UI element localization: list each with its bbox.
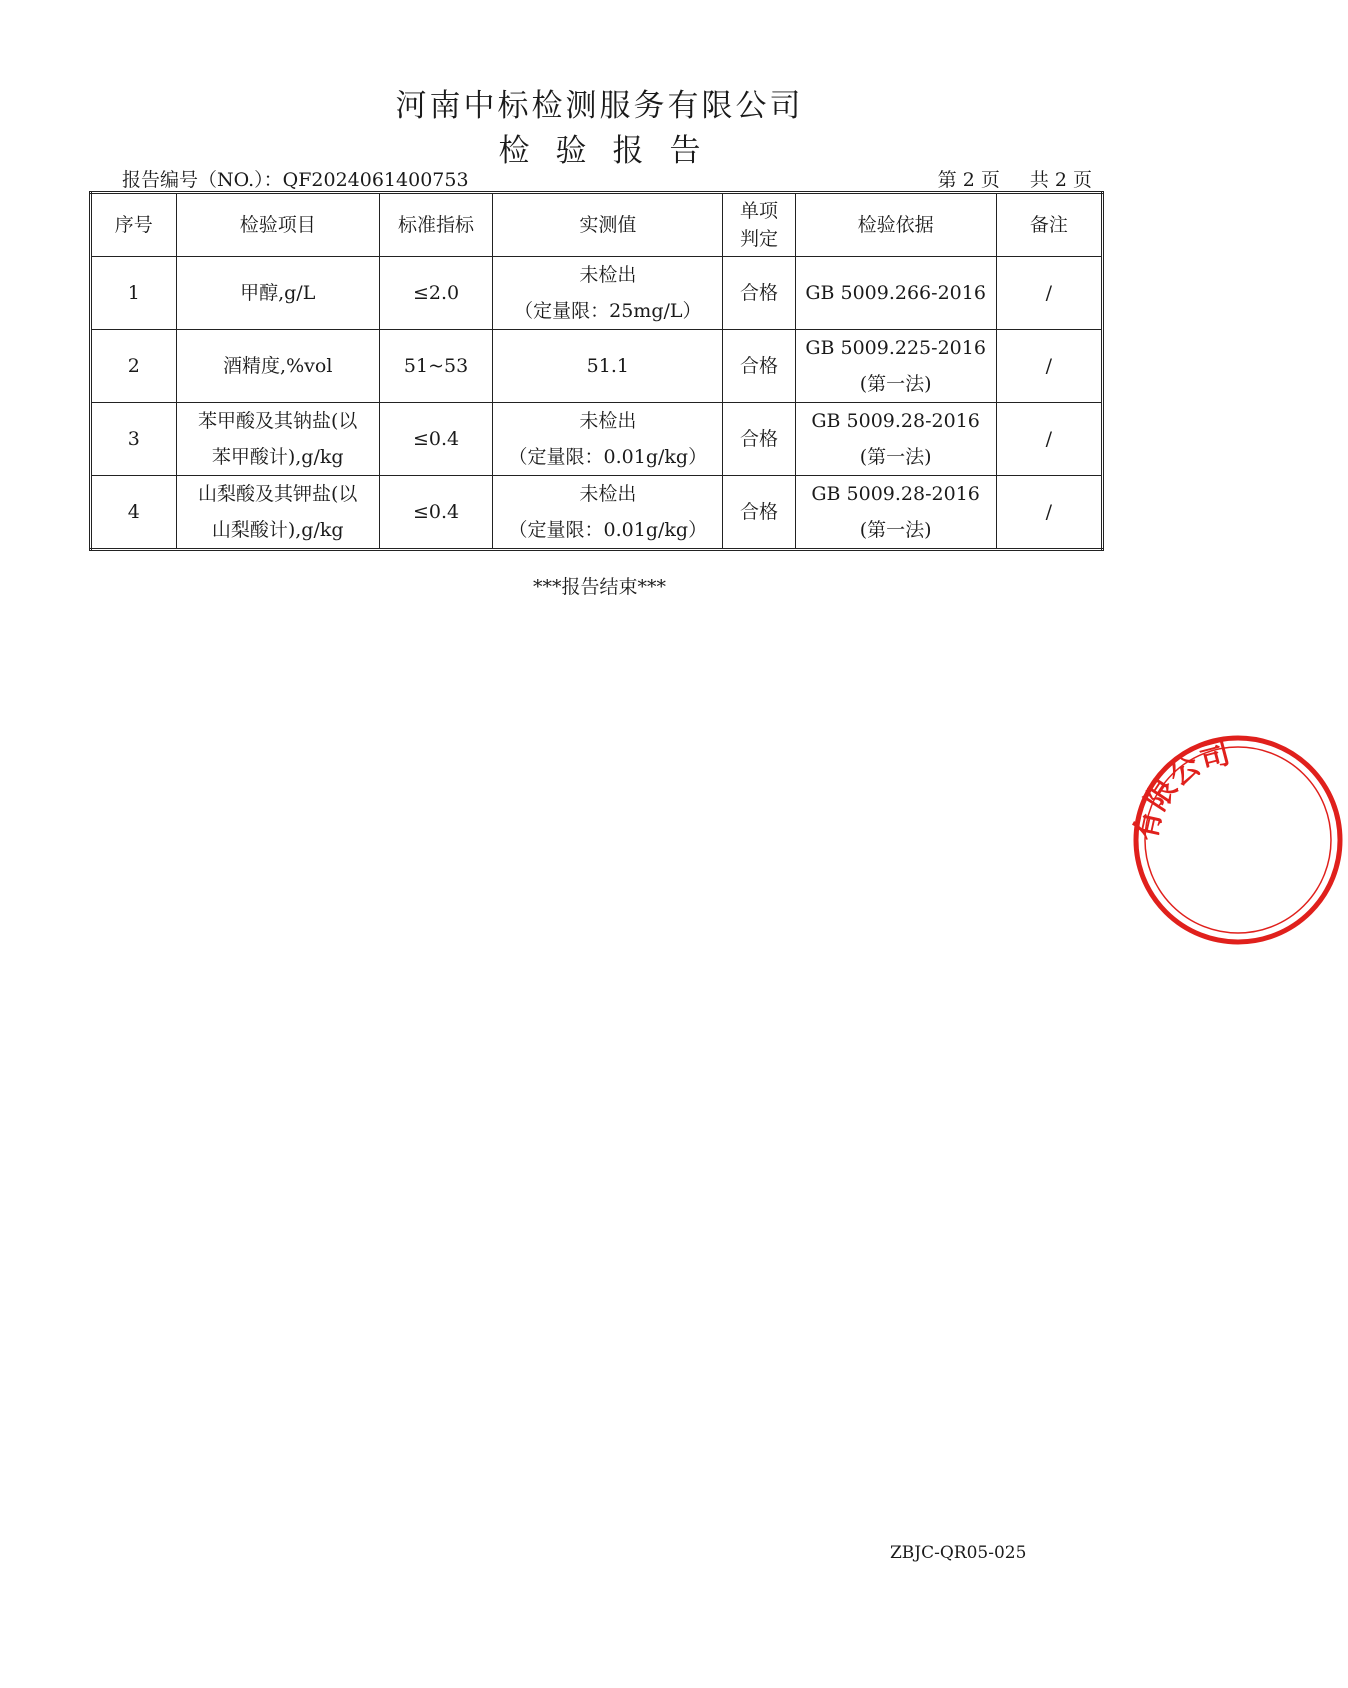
- page-indicator: [908, 165, 1092, 192]
- cell-line: 51.1: [586, 355, 629, 377]
- table-header-cell: [379, 193, 492, 257]
- cell-line: 苯甲酸及其钠盐(以: [198, 410, 358, 432]
- cell-remark: [996, 257, 1102, 330]
- table-header-cell: [795, 193, 996, 257]
- page-number: 第 2 页: [937, 169, 1000, 191]
- cell-item: [176, 403, 379, 476]
- cell-value: 合格: [739, 282, 778, 304]
- cell-no: [91, 403, 177, 476]
- cell-line: 未检出: [579, 410, 637, 432]
- cell-basis: [795, 330, 996, 403]
- cell-value: 51~53: [403, 355, 469, 377]
- cell-value: /: [1045, 501, 1053, 523]
- cell-no: [91, 330, 177, 403]
- page-total: 共 2 页: [1029, 169, 1092, 191]
- header-label: 序号: [114, 214, 153, 236]
- cell-line: GB 5009.28-2016: [811, 410, 980, 432]
- cell-value: /: [1045, 282, 1053, 304]
- cell-measured: [493, 476, 723, 550]
- cell-measured: [493, 330, 723, 403]
- cell-remark: [996, 403, 1102, 476]
- cell-line: GB 5009.225-2016: [805, 337, 986, 359]
- cell-line: GB 5009.266-2016: [805, 282, 986, 304]
- report-number-label: 报告编号（NO.）：: [122, 169, 283, 191]
- cell-line: 苯甲酸计),g/kg: [211, 446, 344, 468]
- table-header-cell: [723, 193, 795, 257]
- cell-value: 4: [127, 501, 140, 523]
- title-char: 报: [612, 133, 644, 169]
- title-char: 验: [555, 133, 587, 169]
- cell-line: （定量限：0.01g/kg）: [508, 446, 708, 468]
- cell-remark: [996, 330, 1102, 403]
- cell-line: (第一法): [859, 446, 932, 468]
- header-label: 检验依据: [857, 214, 934, 236]
- cell-item: [176, 257, 379, 330]
- cell-line: 山梨酸计),g/kg: [211, 519, 344, 541]
- cell-line: GB 5009.28-2016: [811, 483, 980, 505]
- header-label: 标准指标: [398, 214, 475, 236]
- cell-verdict: [723, 403, 795, 476]
- cell-remark: [996, 476, 1102, 550]
- report-number-value: QF2024061400753: [282, 169, 469, 191]
- cell-line: 未检出: [579, 264, 637, 286]
- cell-line: （定量限：25mg/L）: [514, 300, 702, 322]
- cell-value: /: [1045, 428, 1053, 450]
- report-end-note: ***报告结束***: [532, 576, 666, 598]
- svg-text:有限公司: [1128, 736, 1234, 844]
- cell-line: 未检出: [579, 483, 637, 505]
- cell-no: [91, 257, 177, 330]
- cell-value: 合格: [739, 355, 778, 377]
- cell-value: 3: [127, 428, 140, 450]
- cell-value: 2: [127, 355, 140, 377]
- cell-item: [176, 330, 379, 403]
- cell-standard: [379, 476, 492, 550]
- form-code: ZBJC-QR05-025: [890, 1543, 1027, 1563]
- header-label: 备注: [1029, 214, 1068, 236]
- company-seal: [1128, 730, 1348, 950]
- cell-basis: [795, 403, 996, 476]
- header-label: 检验项目: [239, 214, 316, 236]
- seal-text: 有限公司: [1128, 735, 1234, 844]
- document-title: [0, 125, 1199, 170]
- company-name: 河南中标检测服务有限公司: [395, 88, 804, 124]
- table-header-cell: [176, 193, 379, 257]
- header-label: 判定: [739, 228, 778, 250]
- cell-line: 甲醇,g/L: [240, 282, 316, 304]
- cell-standard: [379, 257, 492, 330]
- title-char: 告: [669, 133, 701, 169]
- cell-value: 合格: [739, 428, 778, 450]
- table-row: [91, 476, 1103, 550]
- report-meta: [122, 165, 1092, 191]
- cell-value: ≤0.4: [412, 428, 460, 450]
- header-label: 实测值: [579, 214, 637, 236]
- cell-value: ≤0.4: [412, 501, 460, 523]
- cell-standard: [379, 330, 492, 403]
- cell-item: [176, 476, 379, 550]
- inspection-table: [89, 191, 1104, 551]
- cell-line: (第一法): [859, 373, 932, 395]
- report-number: [122, 165, 469, 192]
- cell-line: 酒精度,%vol: [223, 355, 333, 377]
- cell-verdict: [723, 257, 795, 330]
- header-label: 单项: [739, 200, 778, 222]
- table-header-cell: [493, 193, 723, 257]
- cell-line: 山梨酸及其钾盐(以: [198, 483, 358, 505]
- cell-measured: [493, 257, 723, 330]
- table-header-cell: [996, 193, 1102, 257]
- cell-value: 合格: [739, 501, 778, 523]
- cell-basis: [795, 476, 996, 550]
- title-char: 检: [498, 133, 530, 169]
- cell-line: (第一法): [859, 519, 932, 541]
- table-row: [91, 330, 1103, 403]
- cell-line: （定量限：0.01g/kg）: [508, 519, 708, 541]
- table-row: [91, 257, 1103, 330]
- cell-measured: [493, 403, 723, 476]
- cell-verdict: [723, 330, 795, 403]
- cell-value: ≤2.0: [412, 282, 460, 304]
- cell-value: /: [1045, 355, 1053, 377]
- cell-no: [91, 476, 177, 550]
- table-row: [91, 403, 1103, 476]
- cell-verdict: [723, 476, 795, 550]
- cell-standard: [379, 403, 492, 476]
- cell-basis: [795, 257, 996, 330]
- table-header-cell: [91, 193, 177, 257]
- cell-value: 1: [127, 282, 140, 304]
